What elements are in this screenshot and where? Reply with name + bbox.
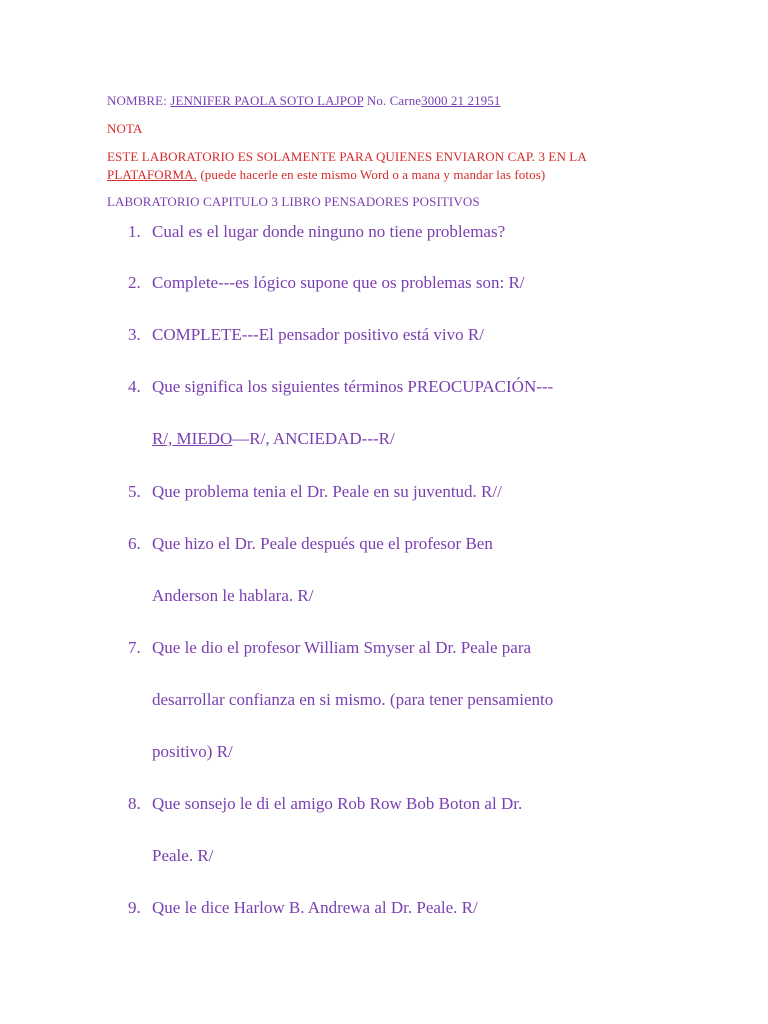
question-text: Que sonsejo le di el amigo Rob Row Bob Boton al Dr. xyxy=(152,794,523,813)
question-8-continuation: Peale. R/ xyxy=(152,846,214,865)
question-number: 2. xyxy=(128,273,141,292)
name-line xyxy=(107,93,500,109)
question-4-continuation xyxy=(152,429,395,449)
question-7-continuation-2: positivo) R/ xyxy=(152,742,233,761)
question-7 xyxy=(128,638,531,658)
carne-label: No. Carne xyxy=(363,93,422,108)
lab-title: LABORATORIO CAPITULO 3 LIBRO PENSADORES POSITIVOS xyxy=(107,194,480,209)
question-text: Complete---es lógico supone que os problemas son: R/ xyxy=(152,273,525,292)
question-2 xyxy=(128,273,525,293)
question-text: Que significa los siguientes términos PREOCUPACIÓN--- xyxy=(152,377,554,396)
question-number: 7. xyxy=(128,638,141,657)
notice-plataforma: PLATAFORMA. xyxy=(107,167,197,182)
question-number: 9. xyxy=(128,898,141,917)
question-text: COMPLETE---El pensador positivo está vivo R/ xyxy=(152,325,484,344)
notice-instructions: (puede hacerle en este mismo Word o a mana y mandar las fotos) xyxy=(197,167,546,182)
question-9 xyxy=(128,898,478,918)
question-6-continuation: Anderson le hablara. R/ xyxy=(152,586,314,605)
name-label: NOMBRE: xyxy=(107,93,171,108)
question-text: Cual es el lugar donde ninguno no tiene problemas? xyxy=(152,222,506,241)
question-4 xyxy=(128,377,553,397)
question-number: 4. xyxy=(128,377,141,396)
question-text: Que le dio el profesor William Smyser al Dr. Peale para xyxy=(152,638,532,657)
question-text: Que le dice Harlow B. Andrewa al Dr. Peale. R/ xyxy=(152,898,478,917)
question-5 xyxy=(128,482,502,502)
question-8 xyxy=(128,794,522,814)
question-text: Que problema tenia el Dr. Peale en su juventud. R// xyxy=(152,482,502,501)
question-6 xyxy=(128,534,493,554)
question-text: Que hizo el Dr. Peale después que el profesor Ben xyxy=(152,534,493,553)
notice-line-1: ESTE LABORATORIO ES SOLAMENTE PARA QUIENES ENVIARON CAP. 3 EN LA xyxy=(107,149,587,164)
question-number: 8. xyxy=(128,794,141,813)
question-3 xyxy=(128,325,484,345)
question-text: —R/, ANCIEDAD---R/ xyxy=(232,429,395,448)
question-number: 6. xyxy=(128,534,141,553)
student-name: JENNIFER PAOLA SOTO LAJPOP xyxy=(170,93,364,108)
question-number: 1. xyxy=(128,222,141,241)
carne-number: 3000 21 21951 xyxy=(421,93,501,108)
question-7-continuation-1: desarrollar confianza en si mismo. (para tener pensamiento xyxy=(152,690,554,709)
question-number: 3. xyxy=(128,325,141,344)
question-text-underlined: R/, MIEDO xyxy=(152,429,233,448)
question-number: 5. xyxy=(128,482,141,501)
notice-line-2 xyxy=(107,167,545,183)
nota-heading: NOTA xyxy=(107,121,143,136)
question-1 xyxy=(128,222,505,242)
